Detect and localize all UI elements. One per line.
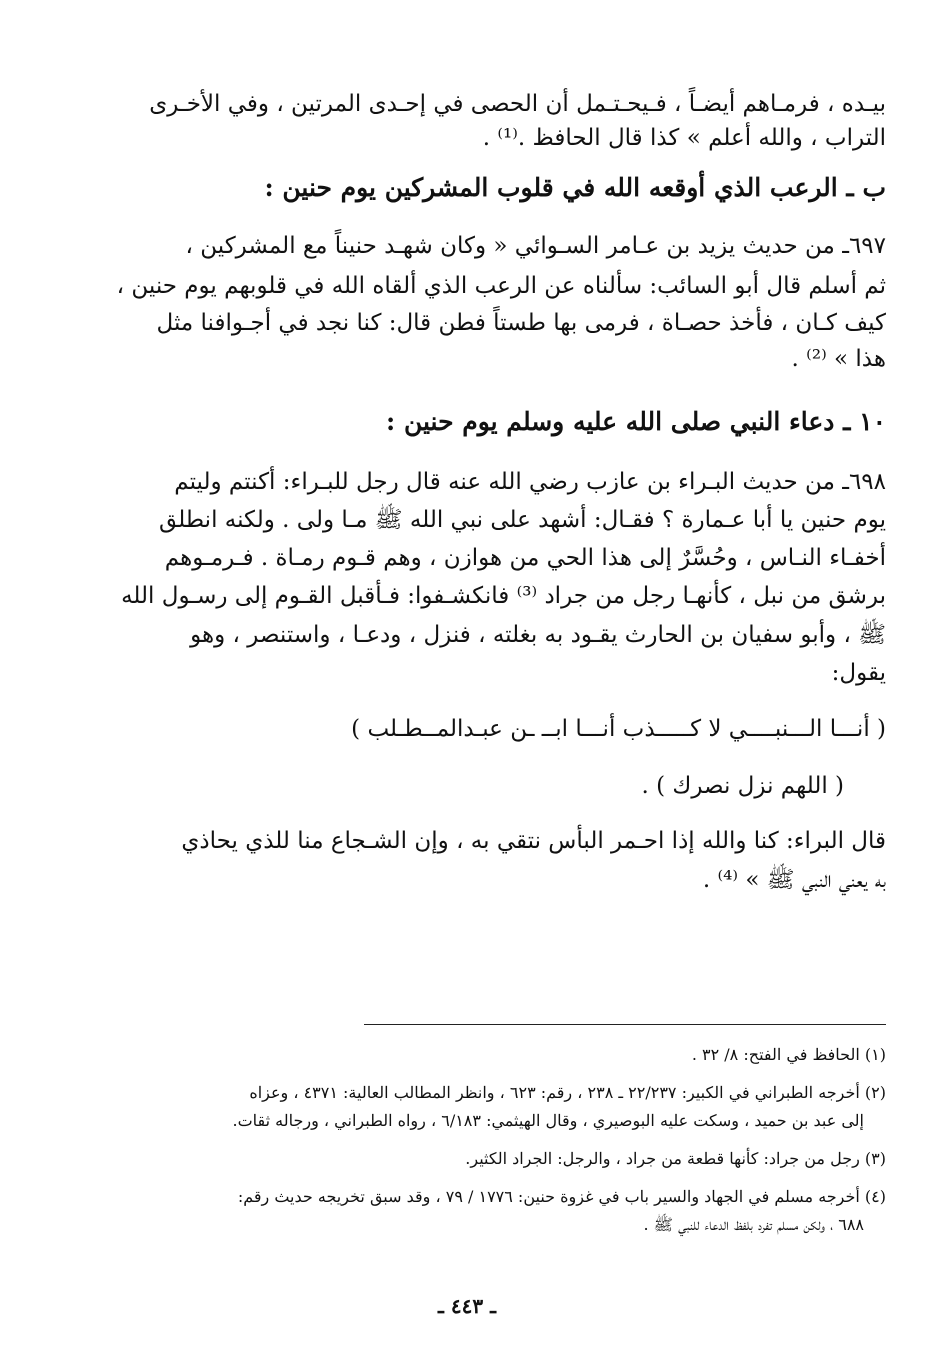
hadith-698-line-5: ﷺ ، وأبو سفيان بن الحارث يقـود به بغلته ، فنزل ، ودعـا ، واستنصر ، وهو <box>190 622 886 648</box>
footnote-2-line-1: (٢) أخرجه الطبراني في الكبير: ٢٢/٢٣٧ ـ ٢٣٨ ، رقم: ٦٢٣ ، وانظر المطالب العالية: ٤٣٧١ ، وعزاه <box>249 1083 886 1102</box>
hadith-697-line-3: كيف كـان ، فأخذ حصـاة ، فرمى بها طستاً فطن قال: كنا نجد في أجـوافنا مثل <box>156 310 886 336</box>
hadith-698-line-1: ٦٩٨ـ من حديث البـراء بن عازب رضي الله عنه قال رجل للبـراء: أكنتم وليتم <box>174 469 886 495</box>
footnote-1: (١) الحافظ في الفتح: ٨/ ٣٢ . <box>691 1045 886 1064</box>
section-heading-b: ب ـ الرعب الذي أوقعه الله في قلوب المشركين يوم حنين : <box>264 173 886 202</box>
closing-line-2: به يعني النبي ﷺ » ⁽⁴⁾ . <box>702 867 886 893</box>
body-line-1: بيـده ، فرمـاهم أيضـاً ، فـيحـتـمل أن الحصى في إحـدى المرتين ، وفي الأخـرى <box>149 91 886 117</box>
page-number: ـ ٤٤٣ ـ <box>438 1294 496 1318</box>
closing-line-1: قال البراء: كنا والله إذا احـمر البأس نتقي به ، وإن الشـجاع منا للذي يحاذي <box>181 828 886 854</box>
footnote-4-line-1: (٤) أخرجه مسلم في الجهاد والسير باب في غزوة حنين: ١٧٧٦ / ٧٩ ، وقد سبق تخريجه حديث رقم: <box>237 1187 886 1206</box>
hadith-698-line-6: يقول: <box>831 660 886 686</box>
verse-line-2: ( اللهم نزل نصرك ) . <box>641 773 844 799</box>
footnote-2-line-2: إلى عبد بن حميد ، وسكت عليه البوصيري ، وقال الهيثمي: ٦/١٨٣ ، رواه الطبراني ، ورجاله ثقات. <box>232 1111 864 1130</box>
footnote-separator <box>364 1024 886 1025</box>
hadith-697-line-4: هذا » ⁽²⁾ . <box>791 346 886 372</box>
hadith-697-line-2: ثم أسلم قال أبو السائب: سألناه عن الرعب الذي ألقاه الله في قلوبهم يوم حنين ، <box>116 273 886 299</box>
hadith-698-line-4: برشق من نبل ، كأنهـا رجل من جراد ⁽³⁾ فانكشـفوا: فـأقبل القـوم إلى رسـول الله <box>121 583 886 609</box>
hadith-697-line-1: ٦٩٧ـ من حديث يزيد بن عـامر السـوائي « وكان شهـد حنيناً مع المشركين ، <box>185 233 886 259</box>
section-heading-10: ١٠ ـ دعاء النبي صلى الله عليه وسلم يوم حنين : <box>386 407 886 436</box>
footnote-4-line-2: ٦٨٨ ، ولكن مسلم تفرد بلفظ الدعاء للنبي ﷺ . <box>643 1215 864 1234</box>
verse-line-1: ( أنـــا الـــنبــــي لا كـــــذب أنـــا ابــ ـن عبـدالمــطـلب ) <box>351 716 886 742</box>
hadith-698-line-3: أخفـاء النـاس ، وحُسَّرٌ إلى هذا الحي من هوازن ، وهم قـوم رمـاة . فـرمـوهم <box>164 545 886 571</box>
body-line-2: التراب ، والله أعلم » كذا قال الحافظ .⁽¹⁾ . <box>482 125 886 151</box>
footnote-3: (٣) رجل من جراد: كأنها قطعة من جراد ، والرجل: الجراد الكثير. <box>465 1149 886 1168</box>
hadith-698-line-2: يوم حنين يا أبا عـمارة ؟ فقـال: أشهد على نبي الله ﷺ مـا ولى . ولكنه انطلق <box>159 507 886 533</box>
